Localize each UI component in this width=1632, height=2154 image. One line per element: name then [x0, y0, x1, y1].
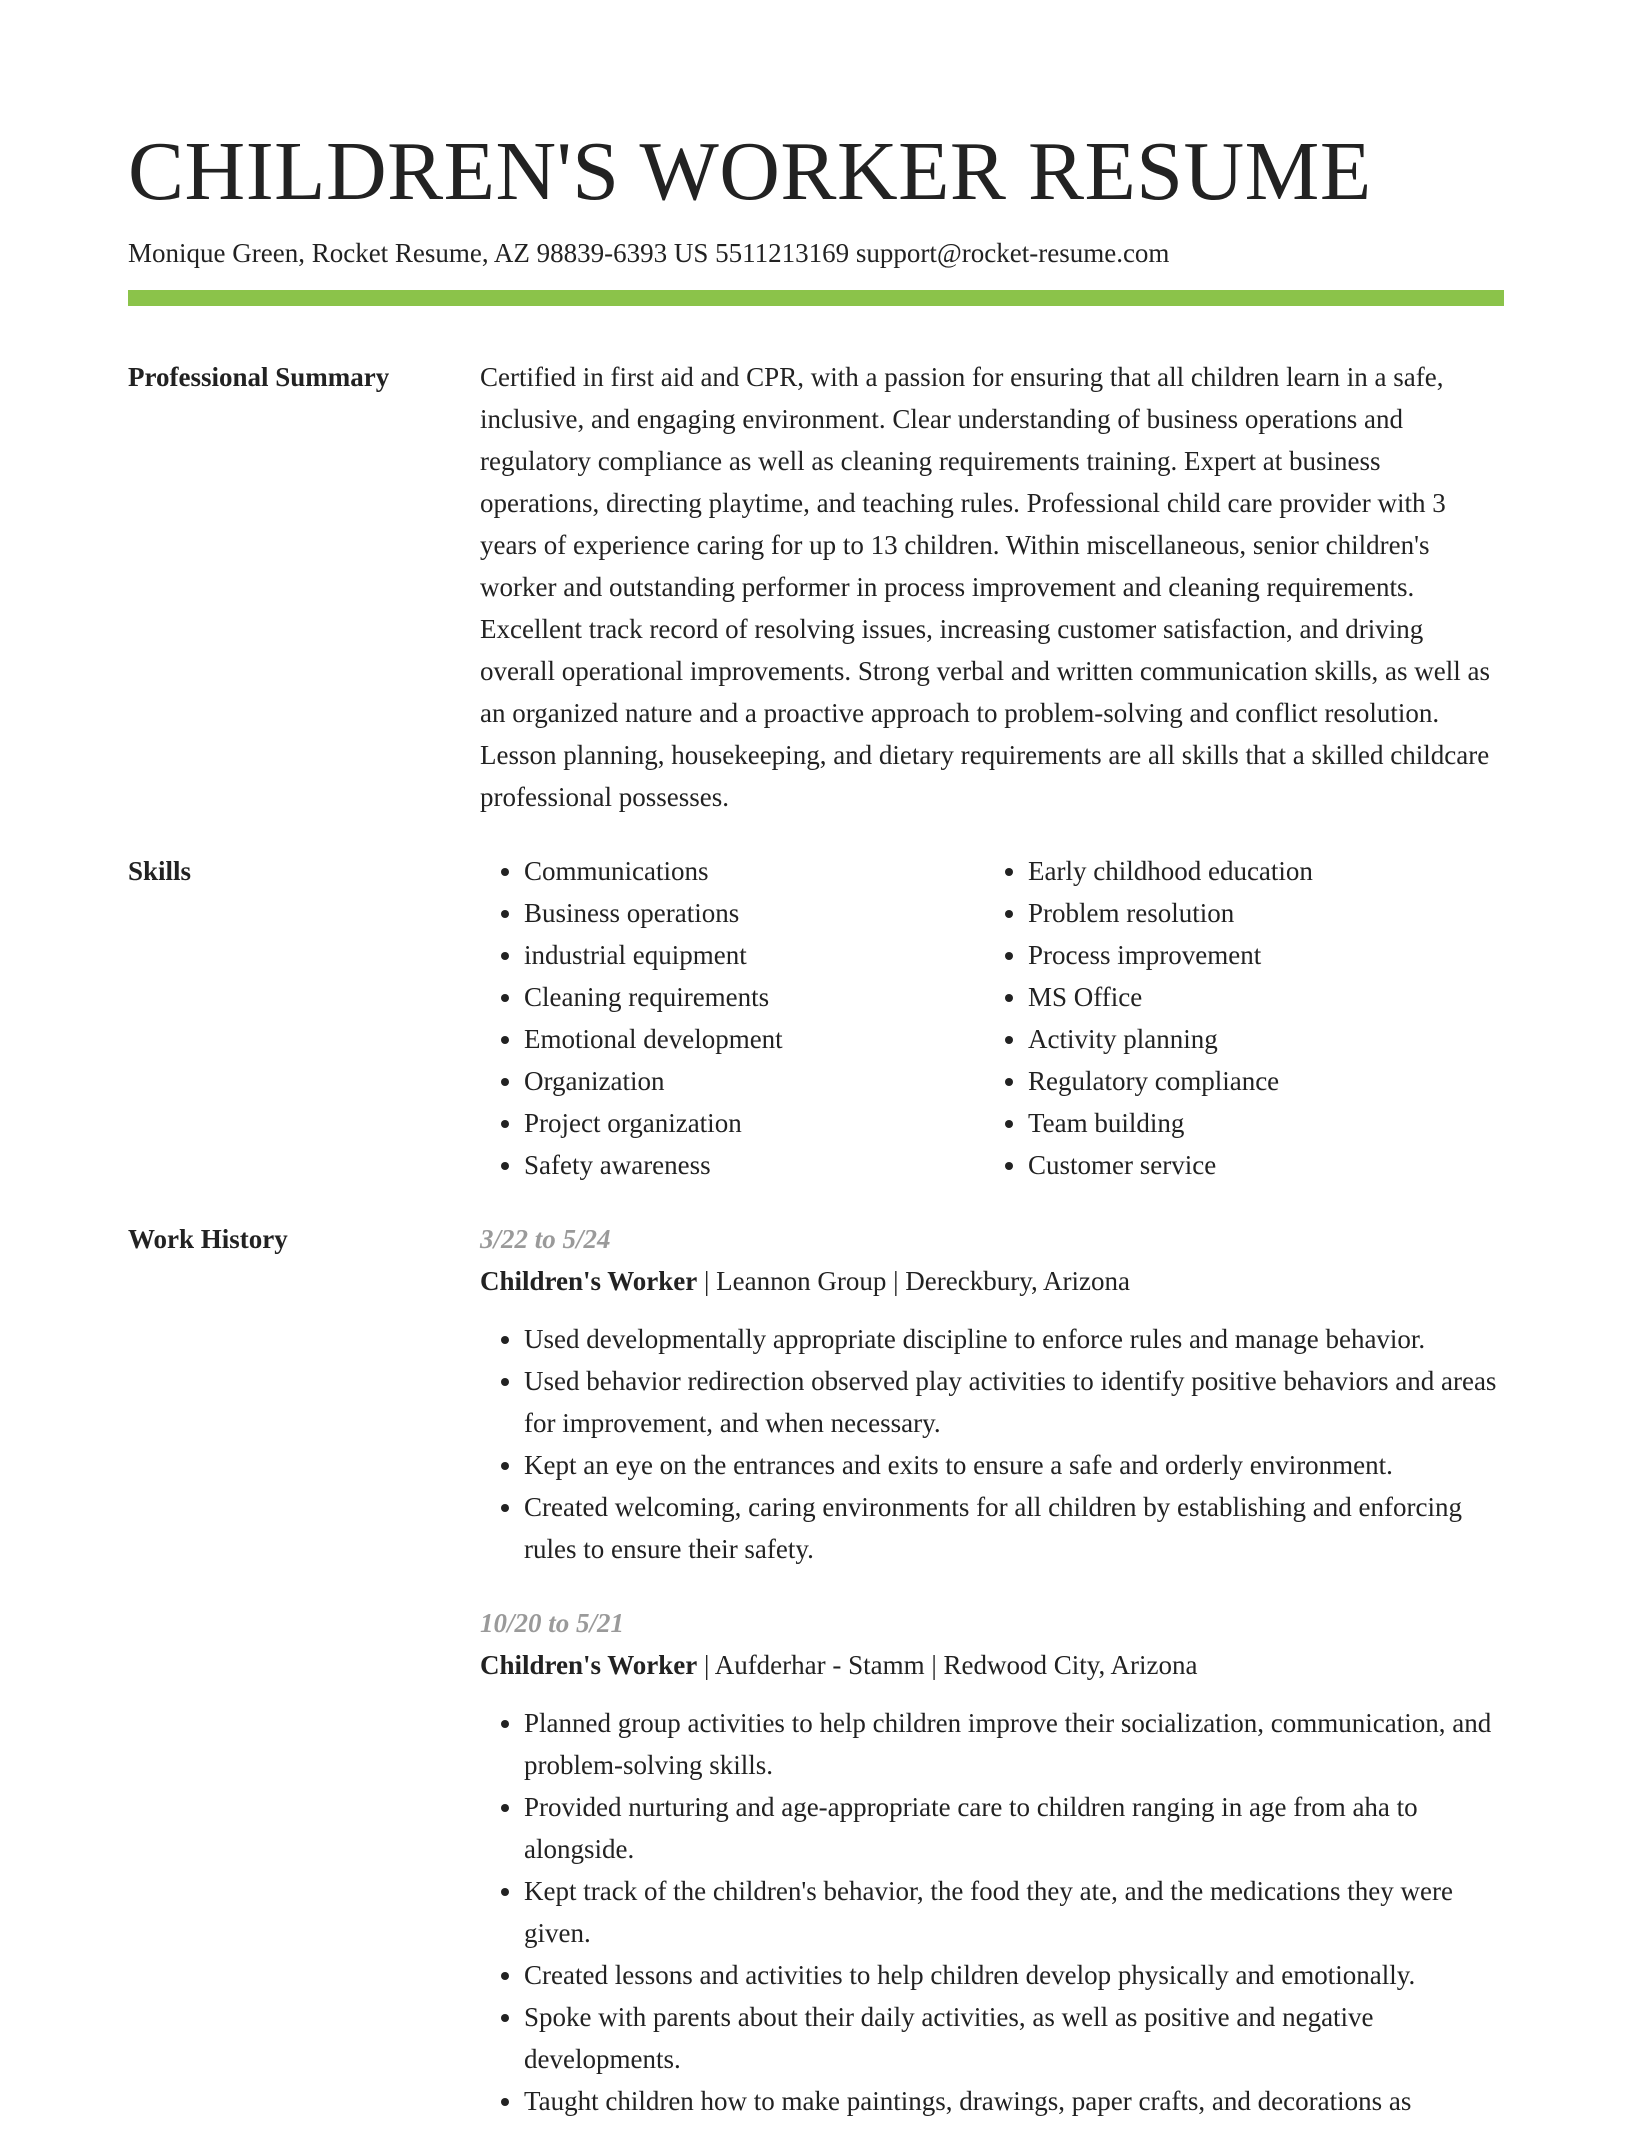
job-bullet: • Spoke with parents about their daily activities, as well as positive and negative developments. [524, 1996, 1504, 2080]
job-bullet: • Created lessons and activities to help children develop physically and emotionally. [524, 1954, 1504, 1996]
skill-item: • industrial equipment [524, 934, 984, 976]
skill-item: • Project organization [524, 1102, 984, 1144]
skill-item: • Organization [524, 1060, 984, 1102]
skill-item: • Team building [1028, 1102, 1488, 1144]
job-bullet: • Created welcoming, caring environments for all children by establishing and enforcing rules to ensure their safety. [524, 1486, 1504, 1570]
job-bullet: • Kept track of the children's behavior, the food they ate, and the medications they were given. [524, 1870, 1504, 1954]
skills-list-right [984, 850, 1488, 1186]
skill-item: • Cleaning requirements [524, 976, 984, 1018]
summary-text: Certified in first aid and CPR, with a passion for ensuring that all children learn in a safe, inclusive, and engaging environment. Clear understanding of business operations and regulatory compliance as well as cleaning requirements training. Expert at business operations, directing playtime, and teaching rules. Professional child care provider with 3 years of experience caring for up to 13 children. Within miscellaneous, senior children's worker and outstanding performer in process improvement and cleaning requirements. Excellent track record of resolving issues, increasing customer satisfaction, and driving overall operational improvements. Strong verbal and written communication skills, as well as an organized nature and a proactive approach to problem-solving and conflict resolution. Lesson planning, housekeeping, and dietary requirements are all skills that a skilled childcare professional possesses. [480, 362, 1491, 812]
job-entry [480, 1218, 1504, 1570]
work-body [480, 1218, 1504, 2154]
skill-item: • Regulatory compliance [1028, 1060, 1488, 1102]
section-label-summary: Professional Summary [128, 362, 390, 392]
job-bullet: • Planned group activities to help children improve their socialization, communication, and problem-solving skills. [524, 1702, 1504, 1786]
job-bullets [480, 1318, 1504, 1570]
job-date: 3/22 to 5/24 [480, 1224, 611, 1254]
job-details: | Aufderhar - Stamm | Redwood City, Arizona [697, 1650, 1198, 1680]
accent-divider [128, 290, 1504, 306]
skill-item: • Communications [524, 850, 984, 892]
job-details: | Leannon Group | Dereckbury, Arizona [697, 1266, 1130, 1296]
job-title: Children's Worker [480, 1266, 698, 1296]
skills-list-left [480, 850, 984, 1186]
work-history-section [128, 1218, 1504, 2154]
summary-body [480, 356, 1504, 818]
job-heading [480, 1644, 1504, 1686]
job-bullet: • Used developmentally appropriate discipline to enforce rules and manage behavior. [524, 1318, 1504, 1360]
skill-item: • MS Office [1028, 976, 1488, 1018]
contact-line: Monique Green, Rocket Resume, AZ 98839-6393 US 5511213169 support@rocket-resume.com [128, 238, 1170, 268]
skills-body [480, 850, 1504, 1186]
skill-item: • Activity planning [1028, 1018, 1488, 1060]
skill-item: • Safety awareness [524, 1144, 984, 1186]
job-entry [480, 1602, 1504, 2122]
job-title: Children's Worker [480, 1650, 698, 1680]
job-bullet: • Used behavior redirection observed play activities to identify positive behaviors and areas for improvement, and when necessary. [524, 1360, 1504, 1444]
skill-item: • Process improvement [1028, 934, 1488, 976]
resume-page [128, 0, 1504, 2154]
skill-item: • Problem resolution [1028, 892, 1488, 934]
section-label-skills: Skills [128, 856, 192, 886]
section-label-work: Work History [128, 1224, 288, 1254]
job-date: 10/20 to 5/21 [480, 1608, 625, 1638]
resume-title: CHILDREN'S WORKER RESUME [128, 125, 1372, 218]
skill-item: • Emotional development [524, 1018, 984, 1060]
job-bullet: • Provided nurturing and age-appropriate care to children ranging in age from aha to alongside. [524, 1786, 1504, 1870]
professional-summary-section [128, 356, 1504, 818]
skill-item: • Business operations [524, 892, 984, 934]
job-bullet: • Kept an eye on the entrances and exits to ensure a safe and orderly environment. [524, 1444, 1504, 1486]
skill-item: • Customer service [1028, 1144, 1488, 1186]
job-bullet: • Taught children how to make paintings, drawings, paper crafts, and decorations as [524, 2080, 1504, 2122]
skill-item: • Early childhood education [1028, 850, 1488, 892]
skills-columns [480, 850, 1504, 1186]
job-bullets [480, 1702, 1504, 2122]
job-heading [480, 1260, 1504, 1302]
skills-section [128, 850, 1504, 1186]
